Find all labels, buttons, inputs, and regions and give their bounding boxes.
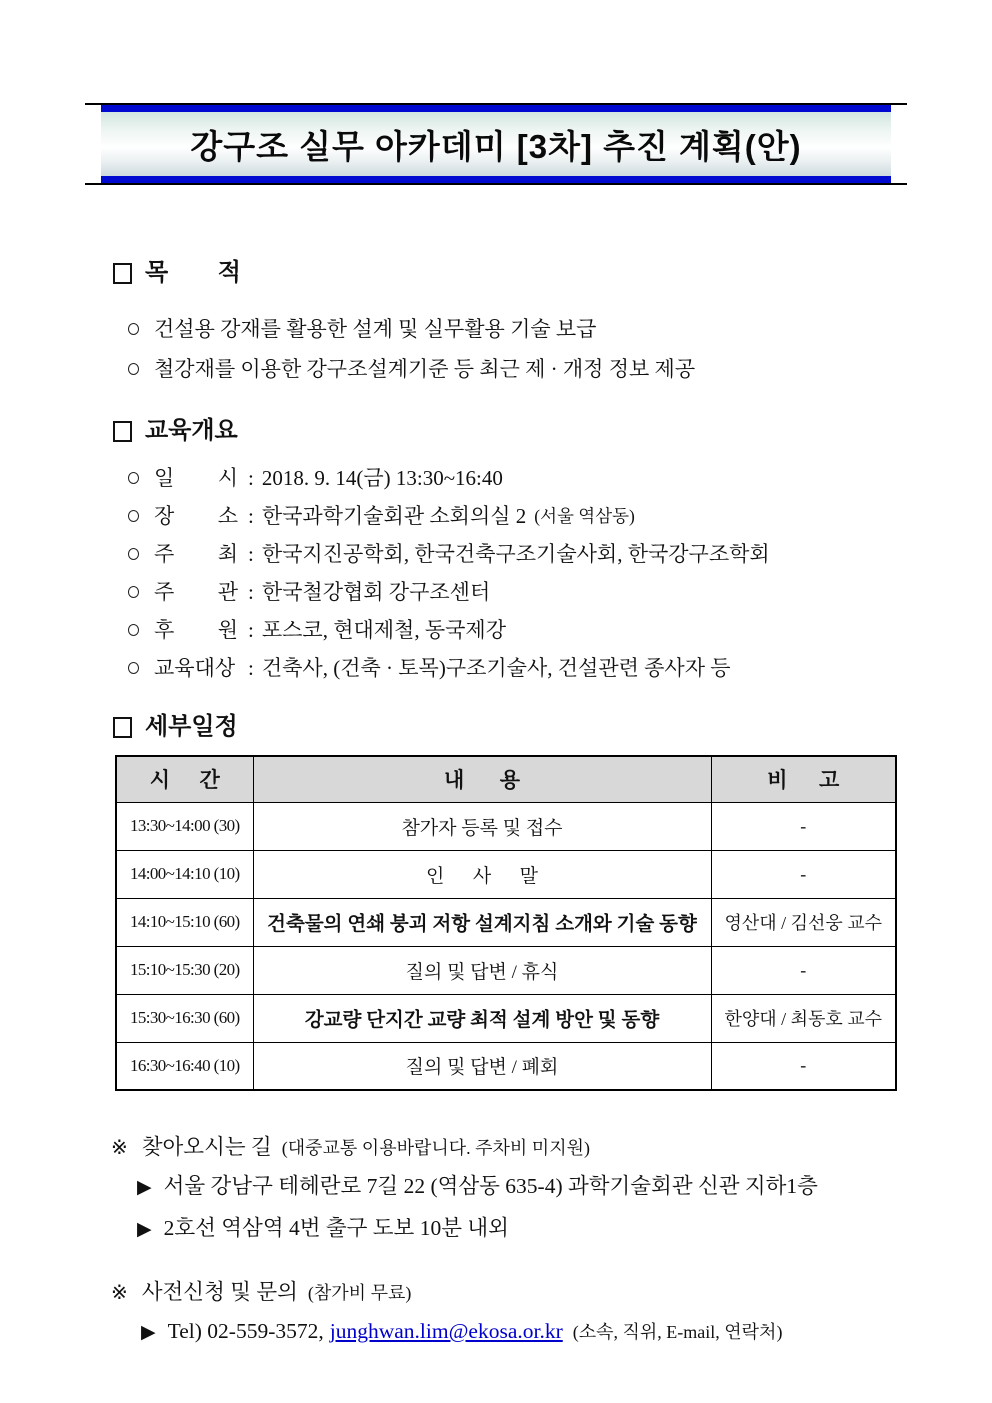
colon: : (248, 618, 254, 642)
reference-mark-icon: ※ (111, 1282, 128, 1304)
title-banner-gradient-box (101, 105, 891, 183)
application-note: (참가비 무료) (307, 1283, 412, 1303)
overview-row-date (128, 459, 907, 497)
colon: : (248, 504, 254, 528)
overview-label: 주 관 (154, 580, 238, 604)
section-heading-label: 세부일정 (145, 713, 238, 740)
schedule-row (116, 802, 896, 850)
arrow-bullet-icon: ▶ (141, 1322, 156, 1343)
schedule-time: 16:30~16:40 (10) (116, 1042, 253, 1090)
directions-title: 찾아오시는 길 (141, 1135, 272, 1159)
overview-value: 포스코, 현대제철, 동국제강 (261, 618, 506, 642)
directions-line-text: 서울 강남구 테헤란로 7길 22 (역삼동 635-4) 과학기술회관 신관 지하1층 (163, 1174, 818, 1198)
circle-bullet-icon (128, 472, 139, 484)
title-banner (85, 103, 907, 185)
application-title: 사전신청 및 문의 (141, 1280, 298, 1304)
overview-label: 장 소 (154, 504, 238, 528)
schedule-content: 질의 및 답변 / 폐회 (253, 1042, 711, 1090)
circle-bullet-icon (128, 363, 139, 375)
schedule-content: 참가자 등록 및 접수 (253, 802, 711, 850)
application-heading (111, 1274, 907, 1311)
purpose-item-text: 건설용 강재를 활용한 설계 및 실무활용 기술 보급 (154, 317, 597, 341)
purpose-item (128, 349, 907, 389)
schedule-header-row (116, 756, 896, 802)
schedule-note: - (711, 1042, 896, 1090)
schedule-content: 인 사 말 (253, 850, 711, 898)
directions-note: (대중교통 이용바랍니다. 주차비 미지원) (281, 1138, 590, 1158)
circle-bullet-icon (128, 586, 139, 598)
directions-line (137, 1208, 907, 1250)
colon: : (248, 542, 254, 566)
schedule-row (116, 1042, 896, 1090)
schedule-row (116, 946, 896, 994)
schedule-row (116, 994, 896, 1042)
schedule-row (116, 850, 896, 898)
arrow-bullet-icon: ▶ (137, 1219, 152, 1240)
schedule-note: - (711, 850, 896, 898)
page-title: 강구조 실무 아카데미 [3차] 추진 계획(안) (190, 127, 802, 165)
colon: : (248, 656, 254, 680)
overview-value-note: (서울 역삼동) (534, 506, 635, 526)
overview-row-audience (128, 649, 907, 687)
schedule-note: - (711, 946, 896, 994)
purpose-item (128, 309, 907, 349)
overview-value: 건축사, (건축 · 토목)구조기술사, 건설관련 종사자 등 (261, 656, 731, 680)
overview-label: 교육대상 (154, 656, 236, 680)
overview-label: 후 원 (154, 618, 238, 642)
directions-line-text: 2호선 역삼역 4번 출구 도보 10분 내외 (163, 1216, 509, 1240)
colon: : (248, 466, 254, 490)
square-bullet-icon (113, 421, 132, 442)
directions-heading (111, 1129, 907, 1166)
schedule-time: 15:10~15:30 (20) (116, 946, 253, 994)
col-header-content: 내 용 (253, 756, 711, 802)
contact-email-link[interactable]: junghwan.lim@ekosa.or.kr (329, 1319, 563, 1343)
schedule-note: 한양대 / 최동호 교수 (711, 994, 896, 1042)
contact-suffix: (소속, 직위, E-mail, 연락처) (572, 1322, 783, 1342)
schedule-time: 15:30~16:30 (60) (116, 994, 253, 1042)
schedule-time: 14:10~15:10 (60) (116, 898, 253, 946)
schedule-time: 13:30~14:00 (30) (116, 802, 253, 850)
section-heading-schedule (113, 711, 907, 743)
overview-row-organizer (128, 573, 907, 611)
square-bullet-icon (113, 717, 132, 738)
circle-bullet-icon (128, 624, 139, 636)
section-heading-label: 교육개요 (145, 417, 238, 444)
square-bullet-icon (113, 263, 132, 284)
overview-value: 한국철강협회 강구조센터 (261, 580, 491, 604)
schedule-note: 영산대 / 김선웅 교수 (711, 898, 896, 946)
schedule-content: 질의 및 답변 / 휴식 (253, 946, 711, 994)
schedule-note: - (711, 802, 896, 850)
reference-mark-icon: ※ (111, 1137, 128, 1159)
overview-value: 2018. 9. 14(금) 13:30~16:40 (261, 466, 503, 490)
circle-bullet-icon (128, 323, 139, 335)
circle-bullet-icon (128, 510, 139, 522)
section-heading-purpose (113, 257, 907, 289)
overview-value: 한국지진공학회, 한국건축구조기술사회, 한국강구조학회 (261, 542, 770, 566)
colon: : (248, 580, 254, 604)
circle-bullet-icon (128, 662, 139, 674)
schedule-table (115, 755, 897, 1091)
section-heading-overview (113, 415, 907, 447)
overview-label: 일 시 (154, 466, 238, 490)
col-header-note: 비 고 (711, 756, 896, 802)
circle-bullet-icon (128, 548, 139, 560)
directions-line (137, 1166, 907, 1208)
schedule-content: 강교량 단지간 교량 최적 설계 방안 및 동향 (253, 994, 711, 1042)
overview-value: 한국과학기술회관 소회의실 2 (261, 504, 527, 528)
arrow-bullet-icon: ▶ (137, 1177, 152, 1198)
schedule-row (116, 898, 896, 946)
overview-row-host (128, 535, 907, 573)
overview-row-place (128, 497, 907, 535)
schedule-content: 건축물의 연쇄 붕괴 저항 설계지침 소개와 기술 동향 (253, 898, 711, 946)
application-contact-line (141, 1311, 907, 1353)
contact-tel: Tel) 02-559-3572, (167, 1319, 324, 1343)
schedule-time: 14:00~14:10 (10) (116, 850, 253, 898)
purpose-item-text: 철강재를 이용한 강구조설계기준 등 최근 제 · 개정 정보 제공 (154, 357, 696, 381)
col-header-time: 시 간 (116, 756, 253, 802)
overview-label: 주 최 (154, 542, 238, 566)
section-heading-label: 목 적 (145, 259, 241, 286)
overview-row-sponsor (128, 611, 907, 649)
